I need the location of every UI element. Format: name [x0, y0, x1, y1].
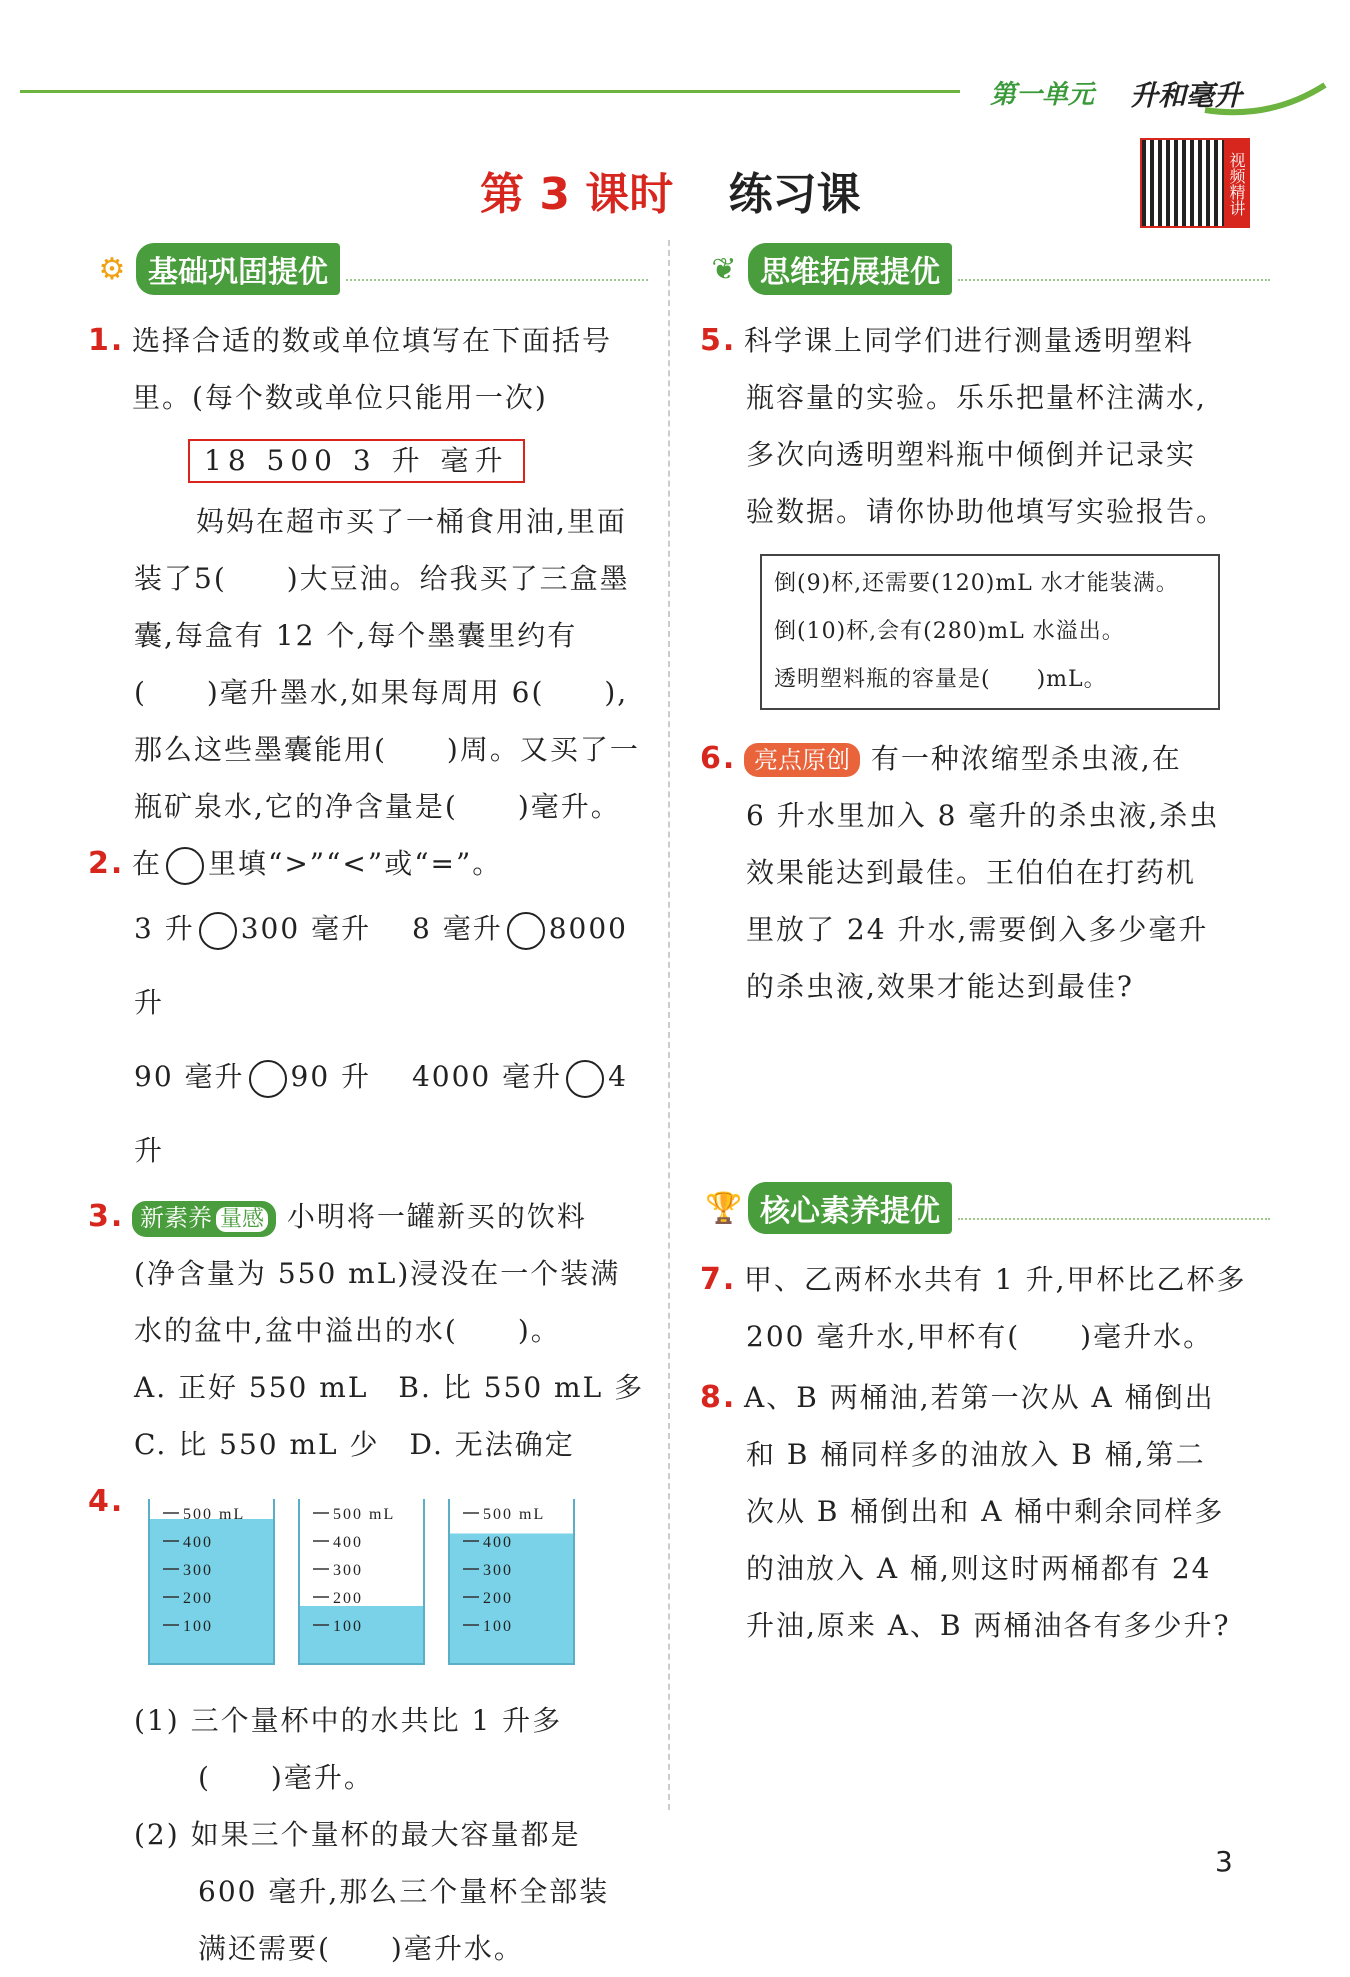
- beaker-tick-label: 100: [183, 1618, 213, 1635]
- question-6: [700, 730, 1270, 1015]
- q4-sub1: (1) 三个量杯中的水共比 1 升多: [134, 1704, 563, 1737]
- question-4: [88, 1473, 648, 1977]
- q3-choice-a[interactable]: A. 正好 550 mL: [134, 1371, 369, 1404]
- q7-line: 甲、乙两杯水共有 1 升,甲杯比乙杯多: [744, 1263, 1247, 1296]
- beaker-tick-label: 100: [483, 1618, 513, 1635]
- compare-circle[interactable]: [199, 912, 237, 950]
- q8-line: A、B 两桶油,若第一次从 A 桶倒出: [744, 1381, 1215, 1414]
- q6-number: 6.: [700, 741, 737, 776]
- q3-choice-c[interactable]: C. 比 550 mL 少: [134, 1428, 380, 1461]
- beaker-water: [299, 1606, 424, 1664]
- beaker-tick-label: 300: [183, 1562, 213, 1579]
- q3-choice-b[interactable]: B. 比 550 mL 多: [398, 1371, 645, 1404]
- q7-line: 200 毫升水,甲杯有( )毫升水。: [746, 1320, 1214, 1353]
- q3-tag-label: 新素养: [140, 1204, 212, 1232]
- header-rule: [20, 90, 960, 93]
- q1-line: 妈妈在超市买了一桶食用油,里面: [196, 505, 627, 538]
- q2-number: 2.: [88, 846, 125, 881]
- q3-line: 小明将一罐新买的饮料: [286, 1200, 587, 1233]
- section-thinking-title: 思维拓展提优: [748, 243, 952, 295]
- q2-stem-pre: 在: [132, 847, 163, 880]
- lesson-name: 练习课: [728, 169, 861, 220]
- q6-line: 有一种浓缩型杀虫液,在: [870, 742, 1182, 775]
- lesson-title: [480, 158, 861, 222]
- experiment-report: [760, 554, 1220, 710]
- beaker-tick-label: 400: [483, 1534, 513, 1551]
- report-line: 倒(9)杯,还需要(120)mL 水才能装满。: [774, 571, 1179, 596]
- lesson-number: 第 3 课时: [480, 169, 674, 220]
- q2-item-right: 90 升: [290, 1060, 372, 1093]
- swoosh-decoration: [1200, 80, 1330, 120]
- gear-leaf-icon: ⚙: [98, 251, 126, 287]
- q5-line: 瓶容量的实验。乐乐把量杯注满水,: [746, 381, 1207, 414]
- q4-sub2-cont: 满还需要( )毫升水。: [198, 1932, 524, 1965]
- qr-side-label: 视频精讲: [1224, 140, 1248, 226]
- q1-line: 囊,每盒有 12 个,每个墨囊里约有: [134, 619, 578, 652]
- q5-number: 5.: [700, 323, 737, 358]
- q2-item-right: 300 毫升: [240, 912, 372, 945]
- compare-circle[interactable]: [566, 1060, 604, 1098]
- q3-line: 水的盆中,盆中溢出的水( )。: [134, 1314, 561, 1347]
- q1-line: ( )毫升墨水,如果每周用 6( ),: [134, 676, 629, 709]
- question-1: [88, 312, 648, 835]
- q8-number: 8.: [700, 1380, 737, 1415]
- question-8: [700, 1369, 1270, 1654]
- q8-line: 次从 B 桶倒出和 A 桶中剩余同样多: [746, 1495, 1225, 1528]
- page-number: 3: [1215, 1845, 1233, 1878]
- q3-number: 3.: [88, 1199, 125, 1234]
- section-thinking: [700, 246, 1270, 292]
- q8-line: 的油放入 A 桶,则这时两桶都有 24: [746, 1552, 1212, 1585]
- beaker-tick-label: 200: [333, 1590, 363, 1607]
- beaker-tick-label: 200: [483, 1590, 513, 1607]
- beaker-tick-label: 300: [333, 1562, 363, 1579]
- trophy-icon: 🏆: [705, 1190, 743, 1226]
- column-divider: [668, 240, 670, 1810]
- compare-circle-sample: [166, 847, 204, 885]
- q4-sub2: (2) 如果三个量杯的最大容量都是: [134, 1818, 581, 1851]
- q4-sub2-cont: 600 毫升,那么三个量杯全部装: [198, 1875, 610, 1908]
- q6-line: 6 升水里加入 8 毫升的杀虫液,杀虫: [746, 799, 1220, 832]
- q6-line: 的杀虫液,效果才能达到最佳?: [746, 970, 1134, 1003]
- question-2: [88, 835, 648, 1188]
- unit-label: 第一单元: [990, 80, 1095, 110]
- section-core-title: 核心素养提优: [748, 1182, 952, 1234]
- q4-sub1-cont: ( )毫升。: [198, 1761, 374, 1794]
- right-column: [700, 246, 1270, 1654]
- q5-line: 多次向透明塑料瓶中倾倒并记录实: [746, 438, 1197, 471]
- beakers-figure: [144, 1489, 644, 1669]
- question-3: [88, 1188, 648, 1473]
- q2-item-right: 8000 升: [134, 912, 628, 1019]
- compare-circle[interactable]: [507, 912, 545, 950]
- q6-line: 里放了 24 升水,需要倒入多少毫升: [746, 913, 1209, 946]
- qr-code[interactable]: [1140, 138, 1250, 228]
- beaker-tick-label: 300: [483, 1562, 513, 1579]
- question-5: [700, 312, 1270, 710]
- q4-number: 4.: [88, 1484, 125, 1519]
- sprout-icon: ❦: [711, 251, 737, 287]
- q1-word-bank: 18 500 3 升 毫升: [188, 439, 525, 483]
- beaker-tick-label: 100: [333, 1618, 363, 1635]
- beaker-tick-label: 500 mL: [183, 1506, 246, 1523]
- beaker-tick-label: 200: [183, 1590, 213, 1607]
- question-7: [700, 1251, 1270, 1365]
- q1-line: 那么这些墨囊能用( )周。又买了一: [134, 733, 640, 766]
- q2-item-left: 90 毫升: [134, 1060, 245, 1093]
- beaker-tick-label: 500 mL: [333, 1506, 396, 1523]
- q2-item-right: 4 升: [134, 1060, 628, 1167]
- beaker-tick-label: 400: [183, 1534, 213, 1551]
- q1-line: 装了5( )大豆油。给我买了三盒墨: [134, 562, 630, 595]
- left-column: [88, 246, 648, 1977]
- q3-line: (净含量为 550 mL)浸没在一个装满: [134, 1257, 621, 1290]
- compare-circle[interactable]: [249, 1060, 287, 1098]
- q1-line: 瓶矿泉水,它的净含量是( )毫升。: [134, 790, 621, 823]
- q2-item-left: 4000 毫升: [411, 1060, 563, 1093]
- q2-items: [88, 892, 648, 1188]
- beaker-tick-label: 400: [333, 1534, 363, 1551]
- report-line: 倒(10)杯,会有(280)mL 水溢出。: [774, 619, 1125, 644]
- qr-pattern: [1142, 140, 1224, 226]
- section-basic-title: 基础巩固提优: [136, 243, 340, 295]
- q1-stem: 选择合适的数或单位填写在下面括号里。(每个数或单位只能用一次): [132, 324, 613, 414]
- q3-tag-sub: 量感: [216, 1207, 268, 1232]
- q5-line: 验数据。请你协助他填写实验报告。: [746, 495, 1227, 528]
- q4-sub-questions: [88, 1692, 648, 1977]
- report-line: 透明塑料瓶的容量是( )mL。: [774, 667, 1107, 692]
- q1-passage: [88, 493, 648, 835]
- q5-line: 科学课上同学们进行测量透明塑料: [744, 324, 1195, 357]
- q8-line: 和 B 桶同样多的油放入 B 桶,第二: [746, 1438, 1206, 1471]
- q3-choice-d[interactable]: D. 无法确定: [409, 1428, 575, 1461]
- q1-number: 1.: [88, 323, 125, 358]
- section-basic: [88, 246, 648, 292]
- q7-number: 7.: [700, 1262, 737, 1297]
- section-core: [700, 1185, 1270, 1231]
- q2-item-left: 3 升: [134, 912, 195, 945]
- q6-tag: 亮点原创: [744, 743, 860, 777]
- q3-body: [88, 1245, 648, 1473]
- q3-tag: [132, 1201, 276, 1237]
- q2-stem-post: 里填“>”“<”或“=”。: [208, 847, 503, 880]
- unit-title: 升和毫升: [1130, 79, 1243, 112]
- beaker-tick-label: 500 mL: [483, 1506, 546, 1523]
- q2-item-left: 8 毫升: [411, 912, 503, 945]
- q6-line: 效果能达到最佳。王伯伯在打药机: [746, 856, 1197, 889]
- q8-line: 升油,原来 A、B 两桶油各有多少升?: [746, 1609, 1231, 1642]
